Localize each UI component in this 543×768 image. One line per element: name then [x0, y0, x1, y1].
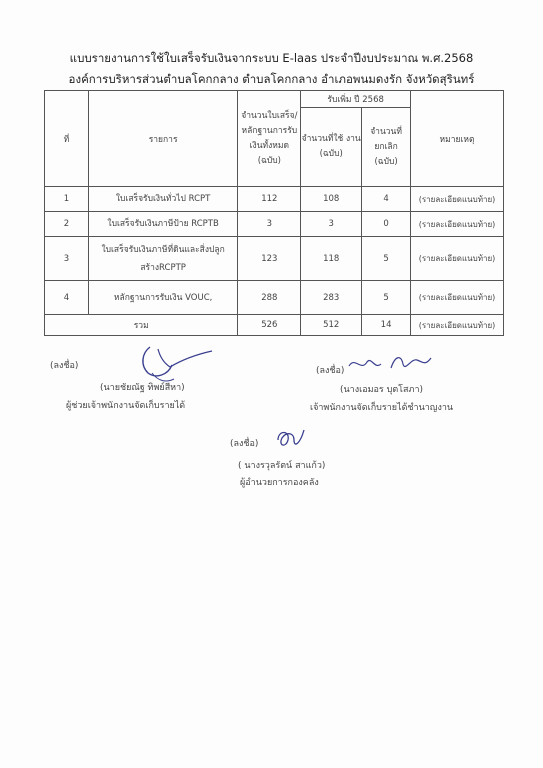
center-signer-position: ผู้อำนวยการกองคลัง — [240, 478, 319, 488]
row-note: (รายละเอียดแนบท้าย) — [411, 187, 504, 212]
header-total: จำนวนใบเสร็จ/ หลักฐานการรับ เงินทั้งหมด (ฉบับ) — [238, 91, 301, 187]
left-signer-position: ผู้ช่วยเจ้าพนักงานจัดเก็บรายได้ — [66, 401, 186, 411]
left-handwritten-signature — [128, 343, 218, 385]
row-total: 3 — [238, 212, 301, 237]
row-item: ใบเสร็จรับเงินภาษีป้าย RCPTB — [88, 212, 238, 237]
row-cancelled: 5 — [362, 237, 411, 281]
right-sign-label: (ลงชื่อ) — [316, 366, 345, 376]
sum-note: (รายละเอียดแนบท้าย) — [411, 315, 504, 336]
row-note: (รายละเอียดแนบท้าย) — [411, 281, 504, 315]
row-no: 3 — [45, 237, 89, 281]
row-received: 283 — [301, 281, 362, 315]
header-received: จำนวนที่ใช้ งาน (ฉบับ) — [301, 108, 362, 187]
right-handwritten-signature — [345, 348, 435, 378]
row-item: ใบเสร็จรับเงินภาษีที่ดินและสิ่งปลูกสร้างRCPTP — [88, 237, 238, 281]
row-cancelled: 0 — [362, 212, 411, 237]
row-item: หลักฐานการรับเงิน VOUC, — [88, 281, 238, 315]
sum-label: รวม — [45, 315, 238, 336]
table-sum-row — [45, 315, 504, 336]
sum-total: 526 — [238, 315, 301, 336]
header-note: หมายเหตุ — [411, 91, 504, 187]
left-sign-label: (ลงชื่อ) — [50, 361, 79, 371]
row-total: 123 — [238, 237, 301, 281]
center-signer-name: ( นางรวุลรัตน์ สาแก้ว) — [238, 461, 326, 471]
table-row — [45, 187, 504, 212]
left-signer-name: (นายชัยณัฐ ทิพย์สีหา) — [100, 383, 185, 393]
header-no: ที่ — [45, 91, 89, 187]
report-title: แบบรายงานการใช้ใบเสร็จรับเงินจากระบบ E-laas ประจำปีงบประมาณ พ.ศ.2568 — [69, 51, 474, 65]
row-total: 288 — [238, 281, 301, 315]
sum-received: 512 — [301, 315, 362, 336]
table-header-row — [45, 91, 504, 108]
sum-cancelled: 14 — [362, 315, 411, 336]
row-received: 108 — [301, 187, 362, 212]
row-item: ใบเสร็จรับเงินทั่วไป RCPT — [88, 187, 238, 212]
receipt-usage-table — [44, 90, 504, 336]
row-no: 2 — [45, 212, 89, 237]
row-received: 118 — [301, 237, 362, 281]
row-note: (รายละเอียดแนบท้าย) — [411, 237, 504, 281]
center-sign-label: (ลงชื่อ) — [230, 439, 259, 449]
header-item: รายการ — [88, 91, 238, 187]
row-cancelled: 5 — [362, 281, 411, 315]
row-no: 1 — [45, 187, 89, 212]
center-handwritten-signature — [272, 424, 312, 454]
row-cancelled: 4 — [362, 187, 411, 212]
table-row — [45, 237, 504, 281]
header-group: รับเพิ่ม ปี 2568 — [301, 91, 411, 108]
right-signer-position: เจ้าพนักงานจัดเก็บรายได้ชำนาญงาน — [310, 403, 454, 413]
row-note: (รายละเอียดแนบท้าย) — [411, 212, 504, 237]
right-signer-name: (นางเอมอร บุตโสภา) — [340, 385, 424, 395]
table-row — [45, 212, 504, 237]
header-cancelled: จำนวนที่ ยกเลิก (ฉบับ) — [362, 108, 411, 187]
table-row — [45, 281, 504, 315]
row-total: 112 — [238, 187, 301, 212]
row-received: 3 — [301, 212, 362, 237]
row-no: 4 — [45, 281, 89, 315]
organization-line: องค์การบริหารส่วนตำบลโคกกลาง ตำบลโคกกลาง อำเภอพนมดงรัก จังหวัดสุรินทร์ — [68, 72, 475, 86]
